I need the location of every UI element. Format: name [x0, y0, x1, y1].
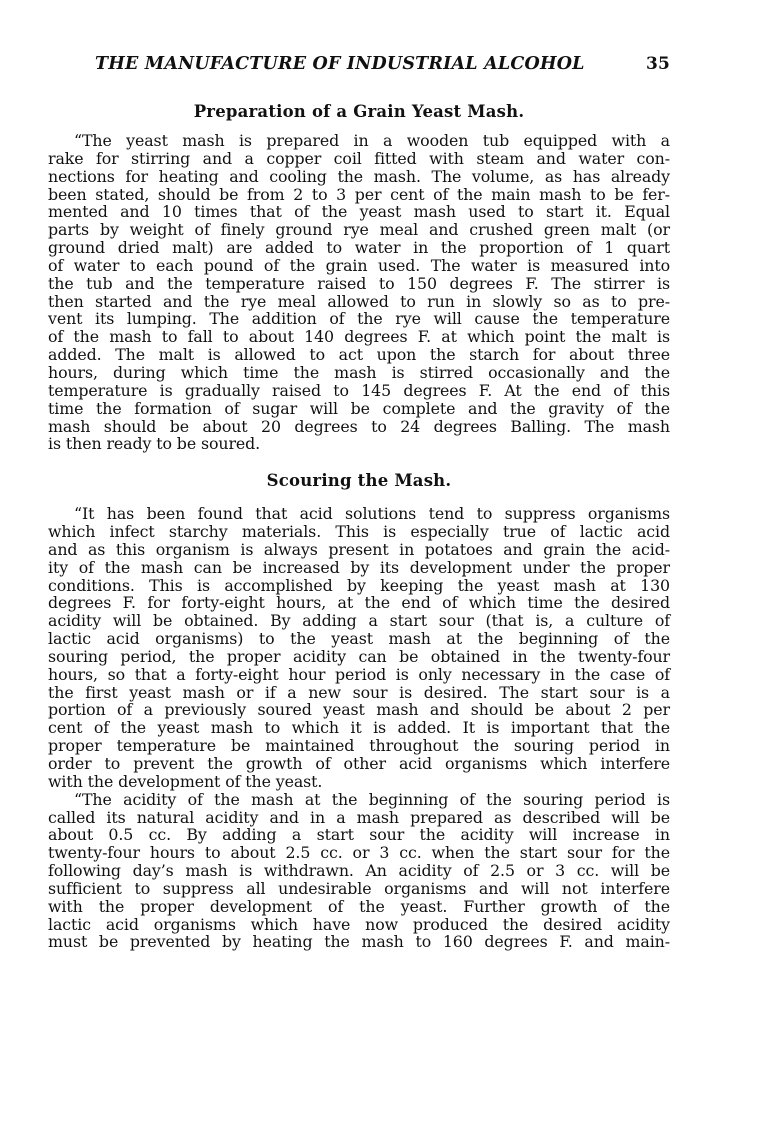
text-line: rake for stirring and a copper coil fitted with steam and water con- [48, 148, 670, 168]
text-line: proper temperature be maintained throughout the souring period in [48, 736, 670, 756]
text-line: of water to each pound of the grain used. The water is measured into [48, 255, 670, 275]
text-line: sufficient to suppress all undesirable organisms and will not interfere [48, 878, 670, 898]
text-line: portion of a previously soured yeast mash and should be about 2 per [48, 700, 670, 720]
text-line: acidity will be obtained. By adding a start sour (that is, a culture of [48, 611, 670, 631]
section-heading-souring: Scouring the Mash. [266, 471, 452, 491]
text-line: lactic acid organisms) to the yeast mash at the beginning of the [48, 629, 670, 649]
text-line: nections for heating and cooling the mash. The volume, as has already [48, 166, 670, 186]
text-line: lactic acid organisms which have now produced the desired acidity [48, 914, 670, 934]
text-line: “The yeast mash is prepared in a wooden tub equipped with a [74, 131, 670, 150]
text-line: “It has been found that acid solutions tend to suppress organisms [74, 504, 670, 524]
paragraph-preparation [48, 132, 670, 453]
text-line: must be prevented by heating the mash to 160 degrees F. and main- [48, 932, 670, 952]
text-line: with the proper development of the yeast. Further growth of the [48, 896, 670, 916]
text-line: added. The malt is allowed to act upon the starch for about three [48, 345, 670, 365]
text-line: mented and 10 times that of the yeast mash used to start it. Equal [48, 202, 670, 222]
text-line: been stated, should be from 2 to 3 per cent of the main mash to be fer- [48, 184, 670, 204]
text-line: conditions. This is accomplished by keeping the yeast mash at 130 [48, 575, 670, 595]
text-line: temperature is gradually raised to 145 degrees F. At the end of this [48, 380, 670, 400]
text-line: time the formation of sugar will be complete and the gravity of the [48, 398, 670, 418]
text-line: hours, during which time the mash is stirred occasionally and the [48, 362, 670, 382]
text-line: called its natural acidity and in a mash prepared as described will be [48, 807, 670, 827]
text-line: following day’s mash is withdrawn. An acidity of 2.5 or 3 cc. will be [48, 861, 670, 881]
text-line: ground dried malt) are added to water in the proportion of 1 quart [48, 238, 670, 258]
paragraph-souring-1 [48, 505, 670, 791]
section-heading-preparation: Preparation of a Grain Yeast Mash. [193, 102, 525, 121]
text-line: the tub and the temperature raised to 150 degrees F. The stirrer is [48, 273, 670, 293]
text-line: cent of the yeast mash to which it is added. It is important that the [48, 718, 670, 738]
text-line: which infect starchy materials. This is especially true of lactic acid [48, 522, 670, 542]
text-line: and as this organism is always present in potatoes and grain the acid- [48, 539, 670, 559]
text-line: souring period, the proper acidity can be obtained in the twenty-four [48, 646, 670, 666]
text-line: ity of the mash can be increased by its development under the proper [48, 557, 670, 577]
text-line: mash should be about 20 degrees to 24 degrees Balling. The mash [48, 416, 670, 436]
text-line: “The acidity of the mash at the beginning of the souring period is [74, 789, 670, 809]
text-line: about 0.5 cc. By adding a start sour the acidity will increase in [48, 825, 670, 845]
text-line: hours, so that a forty-eight hour period is only necessary in the case of [48, 664, 670, 684]
text-line: vent its lumping. The addition of the rye will cause the temperature [48, 309, 670, 329]
running-header [48, 54, 670, 80]
text-line: the first yeast mash or if a new sour is desired. The start sour is a [48, 682, 670, 702]
text-line: with the development of the yeast. [48, 771, 323, 791]
text-line: is then ready to be soured. [48, 434, 261, 454]
text-line: degrees F. for forty-eight hours, at the end of which time the desired [48, 593, 670, 613]
running-title: THE MANUFACTURE OF INDUSTRIAL ALCOHOL [95, 54, 585, 74]
text-line: then started and the rye meal allowed to run in slowly so as to pre- [48, 291, 670, 311]
text-line: parts by weight of finely ground rye meal and crushed green malt (or [48, 220, 670, 240]
text-line: twenty-four hours to about 2.5 cc. or 3 cc. when the start sour for the [48, 843, 670, 863]
text-line: order to prevent the growth of other acid organisms which interfere [48, 754, 670, 773]
text-line: of the mash to fall to about 140 degrees F. at which point the malt is [48, 327, 670, 347]
page-number: 35 [645, 54, 670, 74]
paragraph-souring-2 [48, 791, 670, 952]
document-page [48, 54, 670, 951]
